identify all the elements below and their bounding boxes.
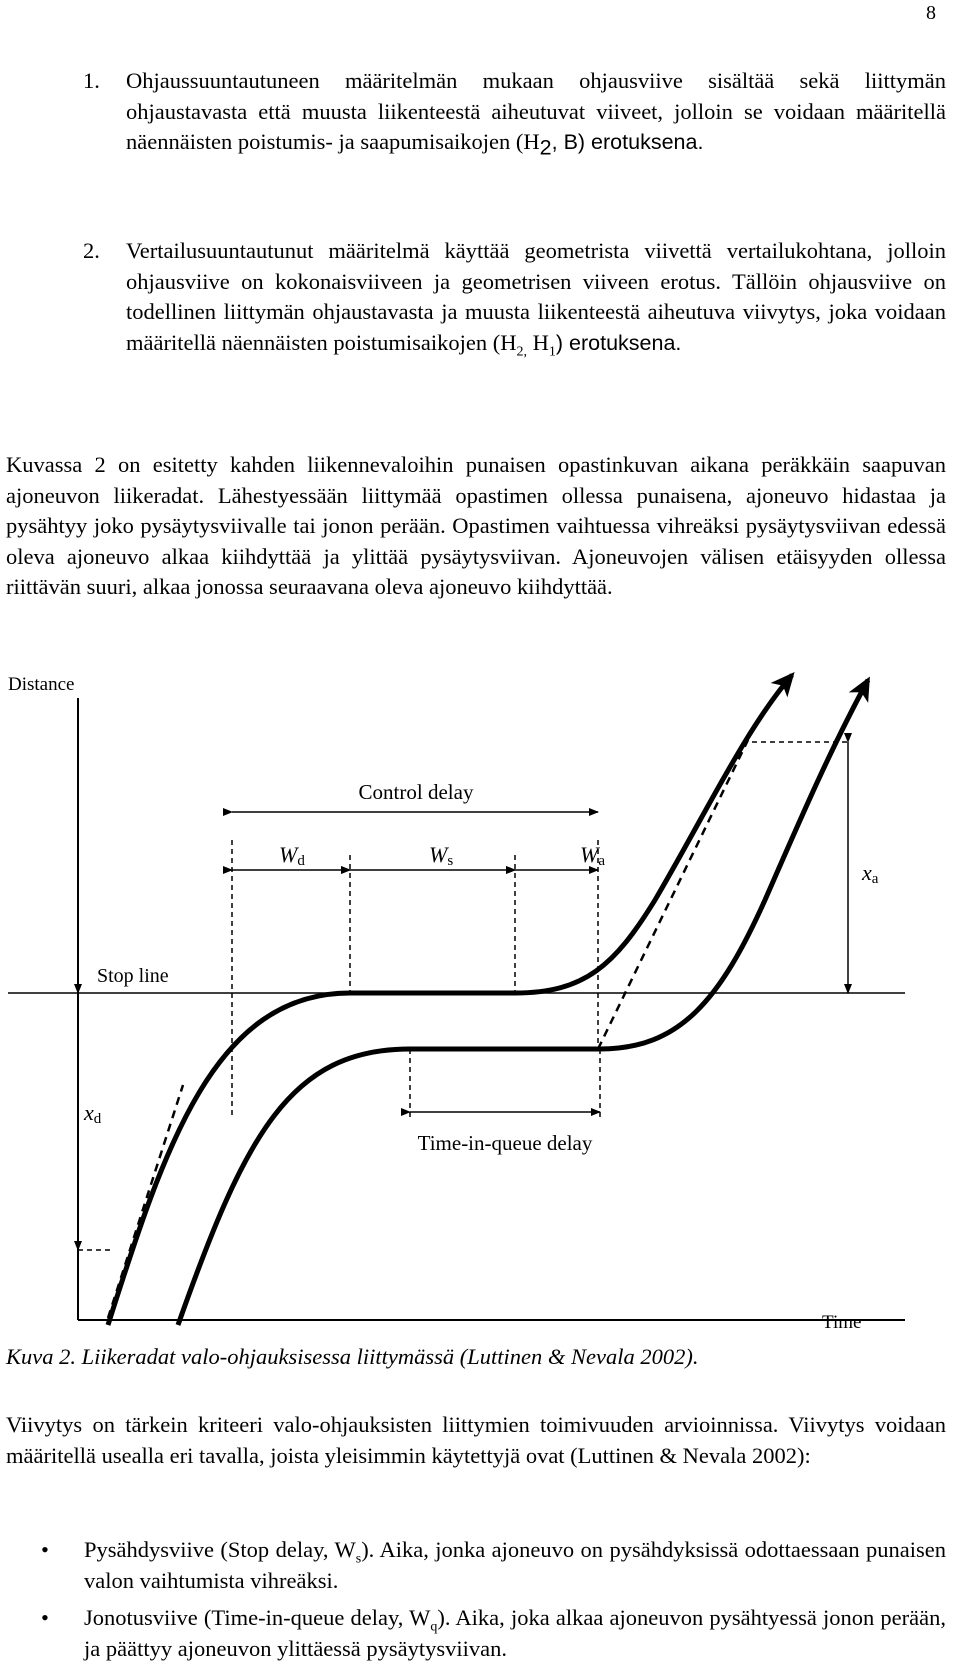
list-text: Ohjaussuuntautuneen määritelmän mukaan ohjausviive sisältää sekä liittymän ohjaustavasta että muusta liikenteestä aiheutuvat viiveet, jolloin se voidaan määritellä näennäisten poistumis- ja saapumisaikojen (H [126, 68, 946, 154]
trajectory-vehicle-2 [178, 680, 868, 1325]
y-axis-label: Distance [8, 674, 75, 695]
list-text-end: ) erotuksena. [555, 330, 682, 355]
list-text-mid: H [527, 329, 549, 355]
page-number: 8 [926, 2, 936, 24]
subscript: 2, [516, 344, 528, 359]
subscript: q [430, 1619, 438, 1635]
bullet-icon: • [41, 1605, 49, 1630]
figure-caption: Kuva 2. Liikeradat valo-ohjauksisessa liittymässä (Luttinen & Nevala 2002). [6, 1344, 699, 1369]
bullet-item-2 [41, 1603, 946, 1664]
stop-line-label: Stop line [97, 965, 169, 987]
time-in-queue-label: Time-in-queue delay [417, 1131, 593, 1155]
subscript: 2 [539, 135, 552, 160]
list-item-1 [83, 66, 946, 158]
free-flow-line-departure [598, 740, 748, 1049]
list-text-end: , B) erotuksena. [551, 130, 704, 154]
subscript: 1 [548, 344, 556, 359]
bullet-text-end: ). Aika, jonka ajoneuvo on pysähdyksissä odottaessaan punaisen valon vaihtumista vihreäksi. [84, 1537, 946, 1593]
list-number: 2. [83, 238, 100, 263]
paragraph-viivytys: Viivytys on tärkein kriteeri valo-ohjauksisten liittymien toimivuuden arvioinnissa. Viivytys voidaan määritellä usealla eri tavalla, joista yleisimmin käytettyjä ovat (Luttinen & Nevala 2002): [6, 1412, 946, 1468]
trajectory-figure [0, 660, 960, 1340]
xd-label: xd [84, 1100, 102, 1127]
bullet-icon: • [41, 1537, 49, 1562]
xa-label: xa [862, 860, 879, 887]
x-axis-label: Time [822, 1312, 862, 1333]
bullet-text: Pysähdysviive (Stop delay, W [84, 1537, 356, 1562]
subscript: s [355, 1551, 362, 1567]
bullet-text-end: ). Aika, joka alkaa ajoneuvon pysähtyessä jonon perään, ja päättyy ajoneuvon ylittäessä pysäytysviivan. [84, 1605, 947, 1661]
trajectory-vehicle-1 [108, 675, 792, 1325]
paragraph-kuvassa: Kuvassa 2 on esitetty kahden liikennevaloihin punaisen opastinkuvan aikana peräkkäin saapuvan ajoneuvon liikeradat. Lähestyessään liittymää opastimen ollessa punaisena, ajoneuvo hidastaa ja pysähtyy joko pysäytysviivalle tai jonon perään. Opastimen vaihtuessa vihreäksi pysäytysviivan edessä oleva ajoneuvo alkaa kiihdyttää ja ylittää pysäytysviivan. Ajoneuvojen välisen etäisyyden ollessa riittävän suuri, alkaa jonossa seuraavana oleva ajoneuvo kiihdyttää. [6, 452, 946, 599]
control-delay-label: Control delay [358, 780, 474, 804]
list-text: Vertailusuuntautunut määritelmä käyttää geometrista viivettä vertailukohtana, jolloin ohjausviive on kokonaisviiveen ja geometrisen viiveen erotus. Tällöin ohjausviive on todellinen liittymän ohjaustavasta ja muusta liikenteestä aiheutuva viivytys, joka voidaan määritellä näennäisten poistumisaikojen (H [126, 238, 946, 355]
list-number: 1. [83, 68, 100, 93]
ws-label: Ws [429, 842, 454, 869]
wd-label: Wd [279, 842, 305, 869]
bullet-text: Jonotusviive (Time-in-queue delay, W [84, 1605, 431, 1630]
wa-label: Wa [580, 842, 605, 869]
list-item-2 [83, 236, 946, 358]
bullet-item-1 [41, 1535, 946, 1596]
